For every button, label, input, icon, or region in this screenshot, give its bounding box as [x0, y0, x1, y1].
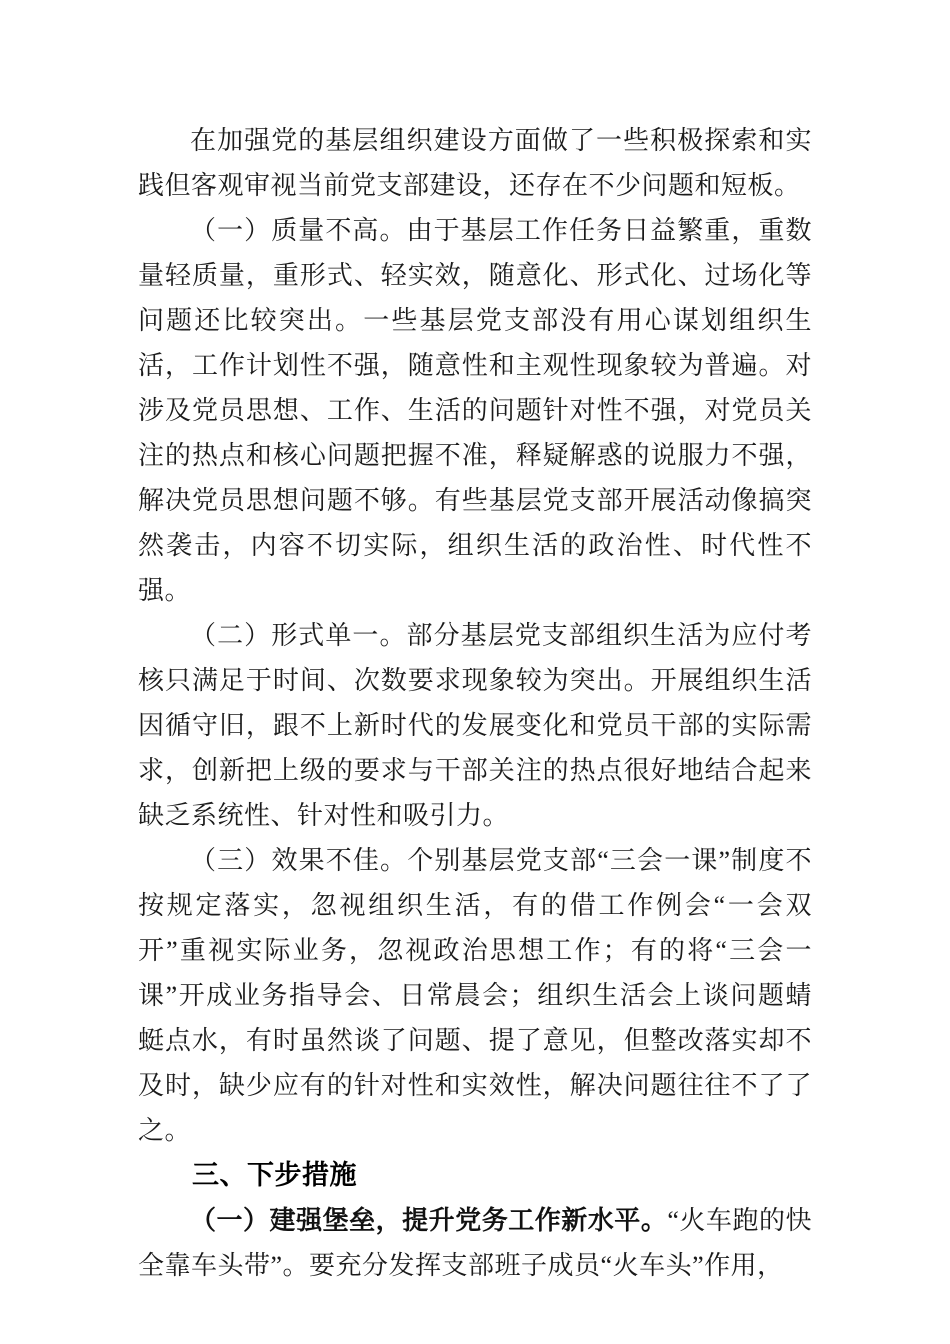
- problem-2-lead: （二）形式单一。: [190, 621, 407, 650]
- document-body: [138, 118, 812, 1288]
- intro-paragraph: [138, 118, 812, 208]
- problem-3-lead: （三）效果不佳。: [190, 846, 408, 875]
- measure-1-lead: （一）建强堡垒，提升党务工作新水平。: [190, 1206, 668, 1235]
- problem-paragraph-1: [138, 208, 812, 613]
- problem-1-text: 由于基层工作任务日益繁重，重数量轻质量，重形式、轻实效，随意化、形式化、过场化等问题还比较突出。一些基层党支部没有用心谋划组织生活，工作计划性不强，随意性和主观性现象较为普遍。对涉及党员思想、工作、生活的问题针对性不强，对党员关注的热点和核心问题把握不准，释疑解惑的说服力不强，解决党员思想问题不够。有些基层党支部开展活动像搞突然袭击，内容不切实际，组织生活的政治性、时代性不强。: [138, 216, 812, 605]
- problem-2-text: 部分基层党支部组织生活为应付考核只满足于时间、次数要求现象较为突出。开展组织生活因循守旧，跟不上新时代的发展变化和党员干部的实际需求，创新把上级的要求与干部关注的热点很好地结合起来缺乏系统性、针对性和吸引力。: [138, 621, 812, 830]
- intro-text: 在加强党的基层组织建设方面做了一些积极探索和实践但客观审视当前党支部建设，还存在不少问题和短板。: [138, 126, 812, 200]
- section-heading: 三、下步措施: [192, 1160, 357, 1190]
- problem-3-text: 个别基层党支部“三会一课”制度不按规定落实，忽视组织生活，有的借工作例会“一会双开”重视实际业务，忽视政治思想工作；有的将“三会一课”开成业务指导会、日常晨会；组织生活会上谈问题蜻蜓点水，有时虽然谈了问题、提了意见，但整改落实却不及时，缺少应有的针对性和实效性，解决问题往往不了了之。: [138, 846, 812, 1145]
- problem-1-lead: （一）质量不高。: [190, 216, 407, 245]
- problem-paragraph-2: [138, 613, 812, 838]
- measure-1-text: “火车跑的快全靠车头带”。要充分发挥支部班子成员“火车头”作用，: [138, 1206, 812, 1280]
- problem-paragraph-3: [138, 838, 812, 1153]
- measure-paragraph-1: [138, 1198, 812, 1288]
